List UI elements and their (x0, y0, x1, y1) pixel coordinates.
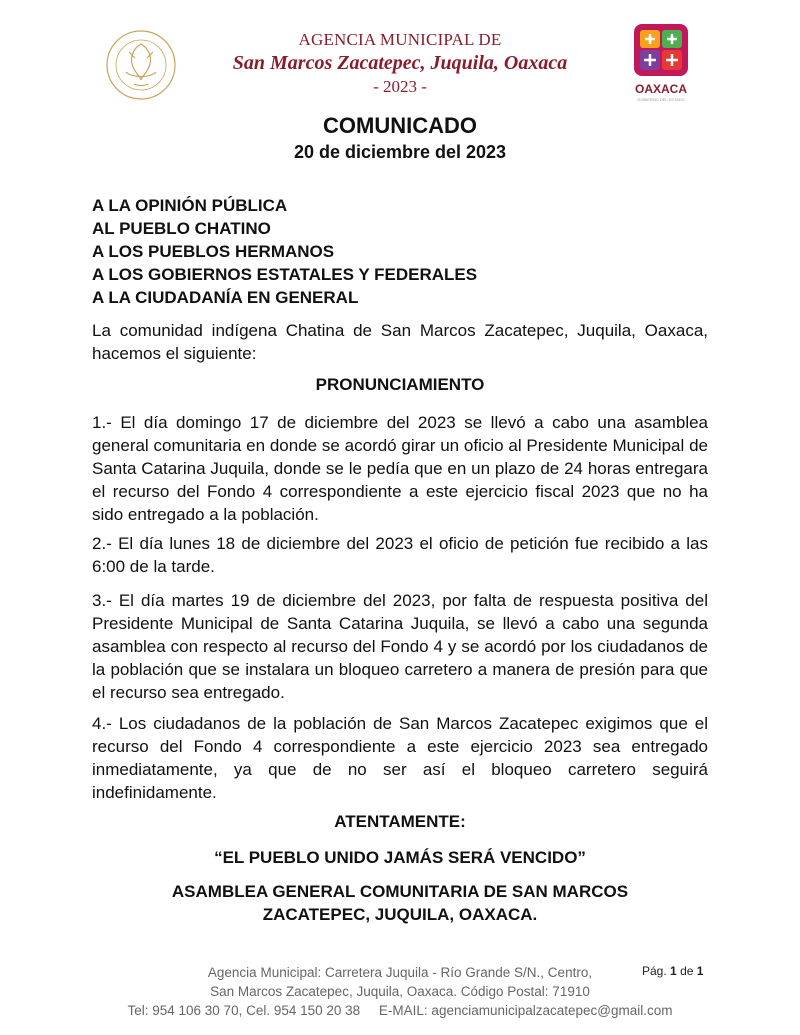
addressee-line: AL PUEBLO CHATINO (92, 219, 271, 238)
footer-address: San Marcos Zacatepec, Juquila, Oaxaca. Código Postal: 71910 (210, 984, 590, 999)
point-paragraph: 4.- Los ciudadanos de la población de San Marcos Zacatepec exigimos que el recurso del Fondo 4 correspondiente a este ejercicio 2023 sea entregado inmediatamente, ya que de no ser así el bloqueo carretero seguirá indefinidamente. (92, 714, 708, 802)
motto: “EL PUEBLO UNIDO JAMÁS SERÁ VENCIDO” (214, 848, 586, 867)
intro-paragraph: La comunidad indígena Chatina de San Marcos Zacatepec, Juquila, Oaxaca, hacemos el siguiente: (92, 321, 708, 363)
addressee-list (92, 194, 712, 309)
oaxaca-logo-icon (628, 22, 694, 104)
addressee-line: A LA OPINIÓN PÚBLICA (92, 196, 288, 215)
page-current: 1 (670, 964, 677, 978)
page-number (642, 964, 703, 978)
signature-block (100, 880, 700, 926)
mexican-seal-icon (104, 28, 178, 102)
header-year: - 2023 - (373, 77, 427, 96)
closing-salutation: ATENTAMENTE: (334, 812, 466, 831)
page-label: Pág. (642, 964, 667, 978)
signature-line: ASAMBLEA GENERAL COMUNITARIA DE SAN MARCOS (171, 882, 629, 901)
oaxaca-logo-text: OAXACA (634, 82, 688, 96)
point-paragraph: 3.- El día martes 19 de diciembre del 2023, por falta de respuesta positiva del Presidente Municipal de Santa Catarina Juquila, se llevó a cabo una segunda asamblea con respecto al recurso del Fondo 4 y se acordó por los ciudadanos de la población que se instalara un bloqueo carretero a manera de presión para que el recurso sea entregado. (92, 591, 708, 702)
addressee-line: A LOS GOBIERNOS ESTATALES Y FEDERALES (92, 265, 478, 284)
addressee-line: A LOS PUEBLOS HERMANOS (92, 242, 335, 261)
section-heading: PRONUNCIAMIENTO (315, 375, 485, 394)
addressee-line: A LA CIUDADANÍA EN GENERAL (92, 288, 359, 307)
oaxaca-logo-tagline: GOBIERNO DEL ESTADO (637, 97, 685, 102)
document-title: COMUNICADO (323, 113, 477, 138)
footer (90, 963, 710, 1020)
town-name: San Marcos Zacatepec, Juquila, Oaxaca (232, 52, 568, 74)
point-paragraph: 1.- El día domingo 17 de diciembre del 2023 se llevó a cabo una asamblea general comunitaria en donde se acordó girar un oficio al Presidente Municipal de Santa Catarina Juquila, donde se le pedía que en un plazo de 24 horas entregara el recurso del Fondo 4 correspondiente a este ejercicio fiscal 2023 que no ha sido entregado a la población. (92, 413, 708, 524)
footer-address: Agencia Municipal: Carretera Juquila - Río Grande S/N., Centro, (207, 965, 593, 980)
page-total: 1 (696, 964, 704, 978)
letterhead (200, 30, 600, 98)
footer-contact: Tel: 954 106 30 70, Cel. 954 150 20 38 E-MAIL: agenciamunicipalzacatepec@gmail.com (127, 1003, 673, 1018)
agency-title: AGENCIA MUNICIPAL DE (298, 30, 502, 49)
page-of: de (680, 964, 694, 978)
point-paragraph: 2.- El día lunes 18 de diciembre del 2023 el oficio de petición fue recibido a las 6:00 de la tarde. (92, 534, 708, 576)
document-date: 20 de diciembre del 2023 (293, 142, 507, 162)
signature-line: ZACATEPEC, JUQUILA, OAXACA. (262, 905, 538, 924)
